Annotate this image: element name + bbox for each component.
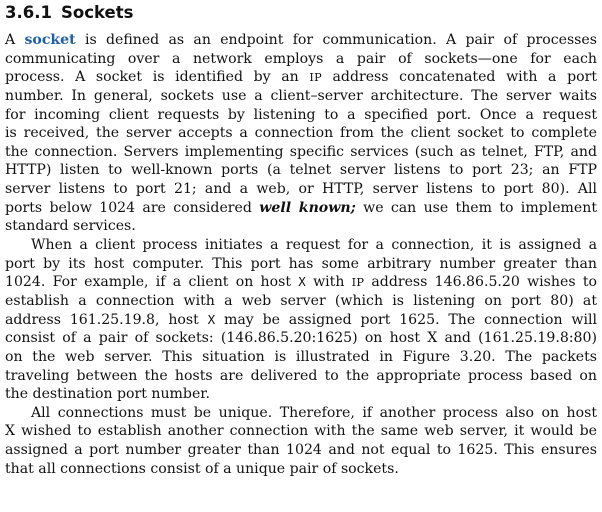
text-line: traveling between the hosts are delivered to the appropriate process based on [5, 367, 597, 384]
text-line: establish a connection with a web server (which is listening on port 80) at [5, 292, 597, 309]
text-line: is received, the server accepts a connection from the client socket to complete [5, 125, 597, 142]
paragraph-2 [5, 236, 597, 404]
text-line: HTTP) listen to well-known ports (a telnet server listens to port 23; an FTP [5, 162, 597, 179]
text-line: process. A socket is identified by an IP address concatenated with a port [5, 69, 598, 86]
text-line: the connection. Servers implementing specific services (such as telnet, FTP, and [5, 143, 597, 160]
section-title: Sockets [60, 3, 134, 22]
text-line: address 161.25.19.8, host X may be assigned port 1625. The connection will [5, 311, 597, 328]
text-line: standard services. [5, 218, 136, 235]
text-line: server listens to port 21; and a web, or HTTP, server listens to port 80). All [5, 181, 597, 198]
text-line: on the web server. This situation is illustrated in Figure 3.20. The packets [5, 348, 597, 365]
text-line: All connections must be unique. Therefore, if another process also on host [31, 404, 597, 421]
term-socket: socket [24, 32, 76, 48]
text-line: communicating over a network employs a pair of sockets—one for each [5, 50, 597, 67]
paragraph-3 [5, 404, 597, 479]
text-line: A socket is defined as an endpoint for communication. A pair of processes [5, 32, 597, 48]
text-line: for incoming client requests by listening to a specified port. Once a request [5, 106, 597, 123]
text-line: X wished to establish another connection with the same web server, it would be [5, 423, 597, 440]
text-line: number. In general, sockets use a client–server architecture. The server waits [5, 87, 597, 104]
section-heading [5, 2, 597, 24]
emphasis-well-known: well known; [259, 199, 356, 216]
text-line: that all connections consist of a unique pair of sockets. [5, 460, 399, 477]
text-line: assigned a port number greater than 1024 and not equal to 1625. This ensures [5, 442, 597, 459]
document-page [5, 2, 597, 478]
text-line: 1024. For example, if a client on host X with IP address 146.86.5.20 wishes to [5, 274, 597, 291]
text-line: the destination port number. [5, 386, 210, 403]
text-line: consist of a pair of sockets: (146.86.5.20:1625) on host X and (161.25.19.8:80) [5, 330, 597, 347]
paragraph-1 [5, 31, 597, 236]
text-line: When a client process initiates a request for a connection, it is assigned a [31, 237, 597, 254]
text-line: port by its host computer. This port has some arbitrary number greater than [5, 255, 597, 272]
text-line: ports below 1024 are considered well known; we can use them to implement [5, 199, 597, 216]
section-number: 3.6.1 [5, 3, 52, 22]
